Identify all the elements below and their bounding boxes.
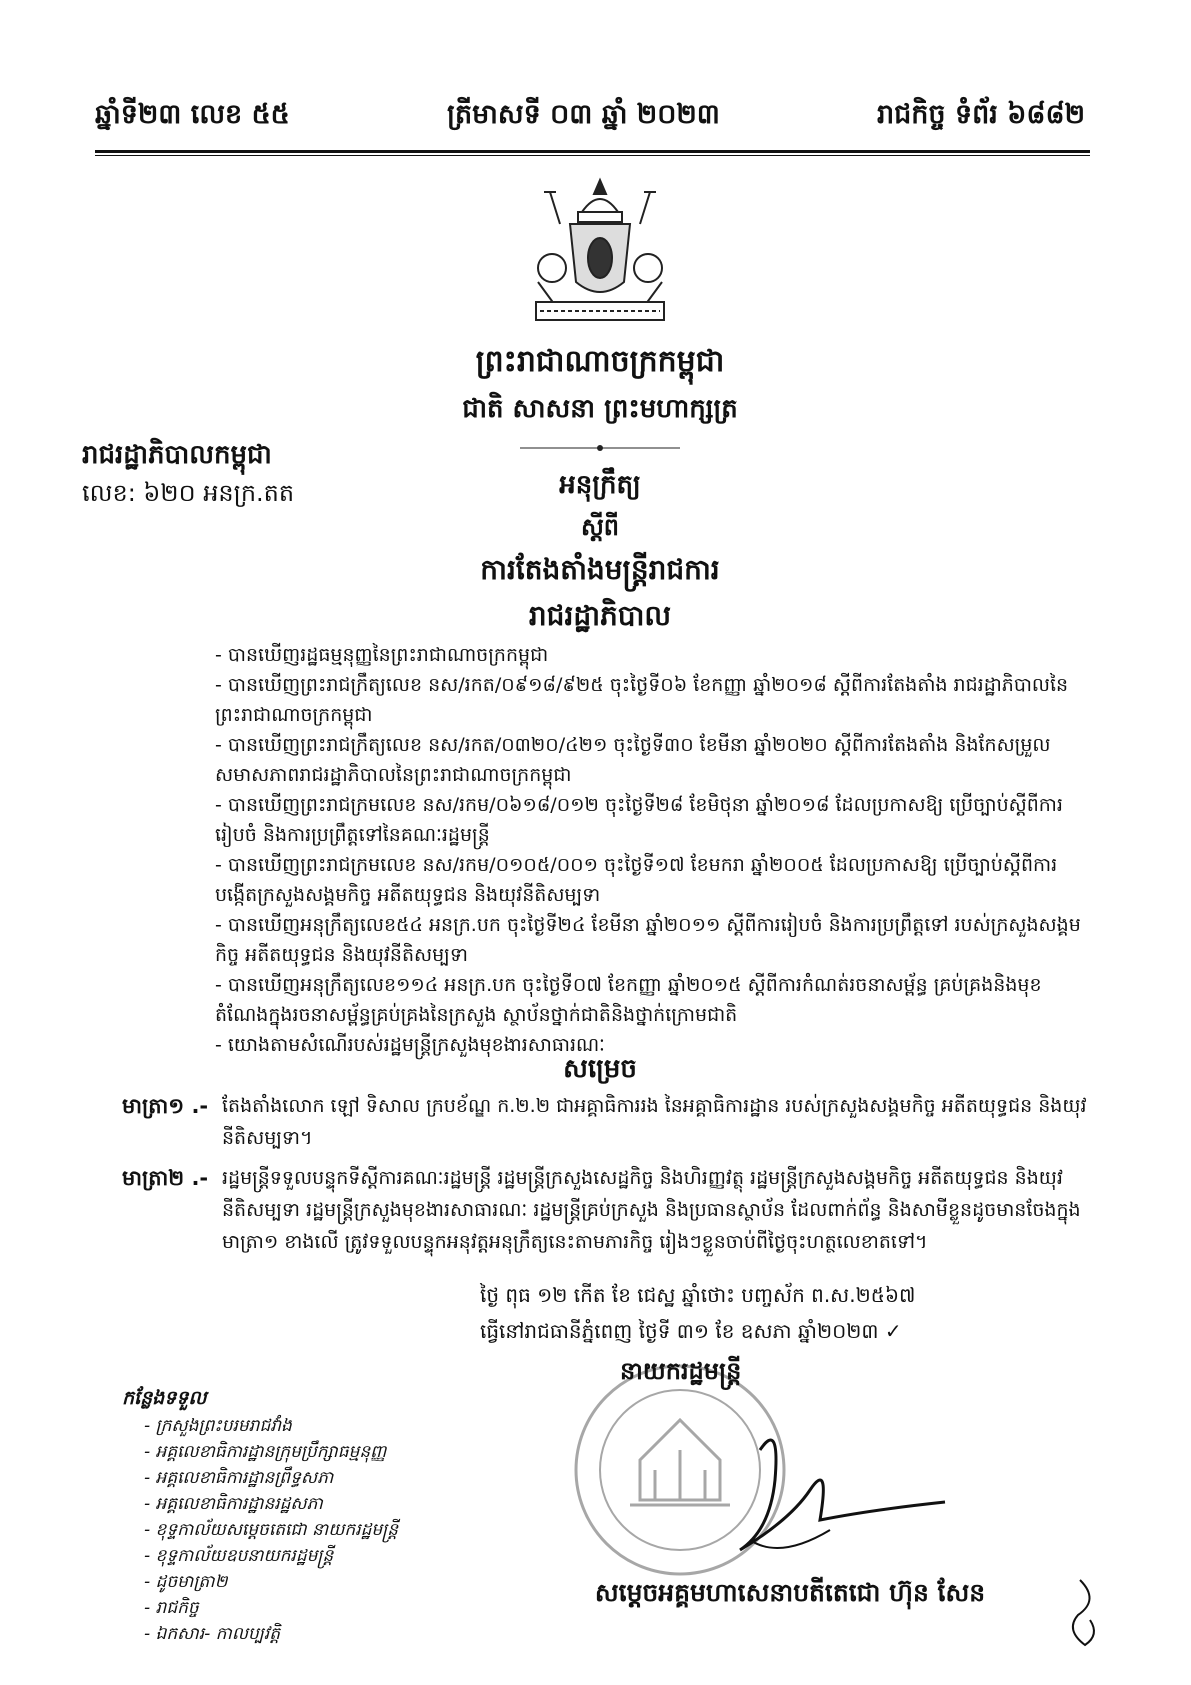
recipient-item: - អគ្គលេខាធិការដ្ឋានរដ្ឋសភា [122, 1491, 462, 1517]
preamble-item: - បានឃើញអនុក្រឹត្យលេខ៥៤ អនក្រ.បក ចុះថ្ងៃទី២៤ ខែមីនា ឆ្នាំ២០១១ ស្ដីពីការរៀបចំ និងការប្រព្រឹត្តទៅ របស់ក្រសួងសង្គមកិច្ច អតីតយុទ្ធជន និងយុវនីតិសម្បទា [215, 910, 1085, 970]
article-1 [122, 1090, 1087, 1154]
article-2 [122, 1162, 1087, 1258]
signer-name: សម្ដេចអគ្គមហាសេនាបតីតេជោ ហ៊ុន សែន [594, 1578, 986, 1607]
preamble-item: - យោងតាមសំណើរបស់រដ្ឋមន្ត្រីក្រសួងមុខងារសាធារណៈ [215, 1030, 1085, 1060]
recipient-item: - ខុទ្ទកាល័យឧបនាយករដ្ឋមន្ត្រី [122, 1543, 462, 1569]
header-rule-thin [95, 155, 1090, 156]
article-text: រដ្ឋមន្ត្រីទទួលបន្ទុកទីស្ដីការគណៈរដ្ឋមន្ត្រី រដ្ឋមន្ត្រីក្រសួងសេដ្ឋកិច្ច និងហិរញ្ញវត្ថុ រដ្ឋមន្ត្រីក្រសួងសង្គមកិច្ច អតីតយុទ្ធជន និងយុវនីតិសម្បទា រដ្ឋមន្ត្រីក្រសួងមុខងារសាធារណៈ រដ្ឋមន្ត្រីគ្រប់ក្រសួង និងប្រធានស្ថាប័ន ដែលពាក់ព័ន្ធ និងសាមីខ្លួនដូចមានចែងក្នុងមាត្រា១ ខាងលើ ត្រូវទទួលបន្ទុកអនុវត្តអនុក្រឹត្យនេះតាមភារកិច្ច រៀងៗខ្លួនចាប់ពីថ្ងៃចុះហត្ថលេខាតទៅ។ [222, 1167, 1081, 1253]
national-motto: ជាតិ សាសនា ព្រះមហាក្សត្រ [462, 394, 738, 424]
signature-icon [720, 1410, 950, 1570]
preamble-item: - បានឃើញព្រះរាជក្រឹត្យលេខ នស/រកត/០៩១៨/៩២៥ ចុះថ្ងៃទី០៦ ខែកញ្ញា ឆ្នាំ២០១៨ ស្ដីពីការតែងតាំង រាជរដ្ឋាភិបាលនៃព្រះរាជាណាចក្រកម្ពុជា [215, 670, 1085, 730]
preamble-item: - បានឃើញព្រះរាជក្រមលេខ នស/រកម/០៦១៨/០១២ ចុះថ្ងៃទី២៨ ខែមិថុនា ឆ្នាំ២០១៨ ដែលប្រកាសឱ្យ ប្រើច្បាប់ស្ដីពីការរៀបចំ និងការប្រព្រឹត្តទៅនៃគណៈរដ្ឋមន្ត្រី [215, 790, 1085, 850]
authority: រាជរដ្ឋាភិបាល [528, 599, 672, 632]
recipient-item: - អគ្គលេខាធិការដ្ឋានក្រុមប្រឹក្សាធម្មនុញ្ញ [122, 1439, 462, 1465]
recipient-item: - អគ្គលេខាធិការដ្ឋានព្រឹទ្ធសភា [122, 1465, 462, 1491]
issuer-name: រាជរដ្ឋាភិបាលកម្ពុជា [82, 440, 272, 470]
preamble-list [215, 640, 1085, 1060]
recipient-item: - រាជកិច្ច [122, 1595, 462, 1621]
article-text: តែងតាំងលោក ឡៅ ទិសាល ក្របខ័ណ្ឌ ក.២.២ ជាអគ្គាធិការរង នៃអគ្គាធិការដ្ឋាន របស់ក្រសួងសង្គមកិច្ច អតីតយុទ្ធជន និងយុវនីតិសម្បទា។ [222, 1095, 1087, 1149]
recipients-list [122, 1385, 462, 1647]
recipients-title: កន្លែងទទួល [122, 1387, 207, 1409]
preamble-item: - បានឃើញអនុក្រឹត្យលេខ១១៤ អនក្រ.បក ចុះថ្ងៃទី០៧ ខែកញ្ញា ឆ្នាំ២០១៥ ស្ដីពីការកំណត់រចនាសម្ព័ន្ធ គ្រប់គ្រងនិងមុខតំណែងក្នុងរចនាសម្ព័ន្ធគ្រប់គ្រងនៃក្រសួង ស្ថាប័នថ្នាក់ជាតិនិងថ្នាក់ក្រោមជាតិ [215, 970, 1085, 1030]
prime-minister-title: នាយករដ្ឋមន្ត្រី [620, 1357, 742, 1385]
ornament-divider-icon [520, 442, 680, 454]
preamble-item: - បានឃើញព្រះរាជក្រឹត្យលេខ នស/រកត/០៣២០/៤២១ ចុះថ្ងៃទី៣០ ខែមីនា ឆ្នាំ២០២០ ស្ដីពីការតែងតាំង និងកែសម្រួលសមាសភាពរាជរដ្ឋាភិបាលនៃព្រះរាជាណាចក្រកម្ពុជា [215, 730, 1085, 790]
gazette-header [95, 92, 1085, 142]
date-lunar: ថ្ងៃ ពុធ ១២ កើត ខែ ជេស្ឋ ឆ្នាំថោះ បញ្ចស័ក ព.ស.២៥៦៧ [480, 1283, 916, 1307]
recipient-item: - ឯកសារ- កាលប្បវត្តិ [122, 1621, 462, 1647]
recipient-item: - ក្រសួងព្រះបរមរាជវាំង [122, 1413, 462, 1439]
article-label: មាត្រា២ .- [122, 1166, 209, 1190]
document-subject: ការតែងតាំងមន្ត្រីរាជការ [480, 553, 720, 586]
issuer-ref-number: លេខ: ៦២០ អនក្រ.តត [82, 479, 295, 507]
header-rule [95, 150, 1090, 153]
header-quarter: ត្រីមាសទី ០៣ ឆ្នាំ ២០២៣ [446, 98, 720, 130]
preamble-item: - បានឃើញព្រះរាជក្រមលេខ នស/រកម/០១០៥/០០១ ចុះថ្ងៃទី១៧ ខែមករា ឆ្នាំ២០០៥ ដែលប្រកាសឱ្យ ប្រើច្បាប់ស្ដីពីការបង្កើតក្រសួងសង្គមកិច្ច អតីតយុទ្ធជន និងយុវនីតិសម្បទា [215, 850, 1085, 910]
document-on: ស្ដីពី [580, 513, 620, 541]
header-page-number: រាជកិច្ច ទំព័រ ៦៨៨២ [877, 98, 1085, 130]
document-type: អនុក្រឹត្យ [559, 470, 641, 500]
header-year-issue: ឆ្នាំទី២៣ លេខ ៥៥ [95, 98, 290, 130]
coat-of-arms-emblem-icon [520, 172, 680, 332]
date-solar: ធ្វើនៅរាជធានីភ្នំពេញ ថ្ងៃទី ៣១ ខែ ឧសភា ឆ្នាំ២០២៣ ✓ [480, 1319, 902, 1343]
decision-heading: សម្រេច [563, 1054, 637, 1084]
kingdom-title: ព្រះរាជាណាចក្រកម្ពុជា [475, 344, 725, 379]
recipient-item: - ដូចមាត្រា២ [122, 1569, 462, 1595]
article-label: មាត្រា១ .- [122, 1094, 209, 1118]
initial-mark-icon [1060, 1575, 1110, 1650]
preamble-item: - បានឃើញរដ្ឋធម្មនុញ្ញនៃព្រះរាជាណាចក្រកម្ពុជា [215, 640, 1085, 670]
recipient-item: - ខុទ្ទកាល័យសម្ដេចតេជោ នាយករដ្ឋមន្ត្រី [122, 1517, 462, 1543]
